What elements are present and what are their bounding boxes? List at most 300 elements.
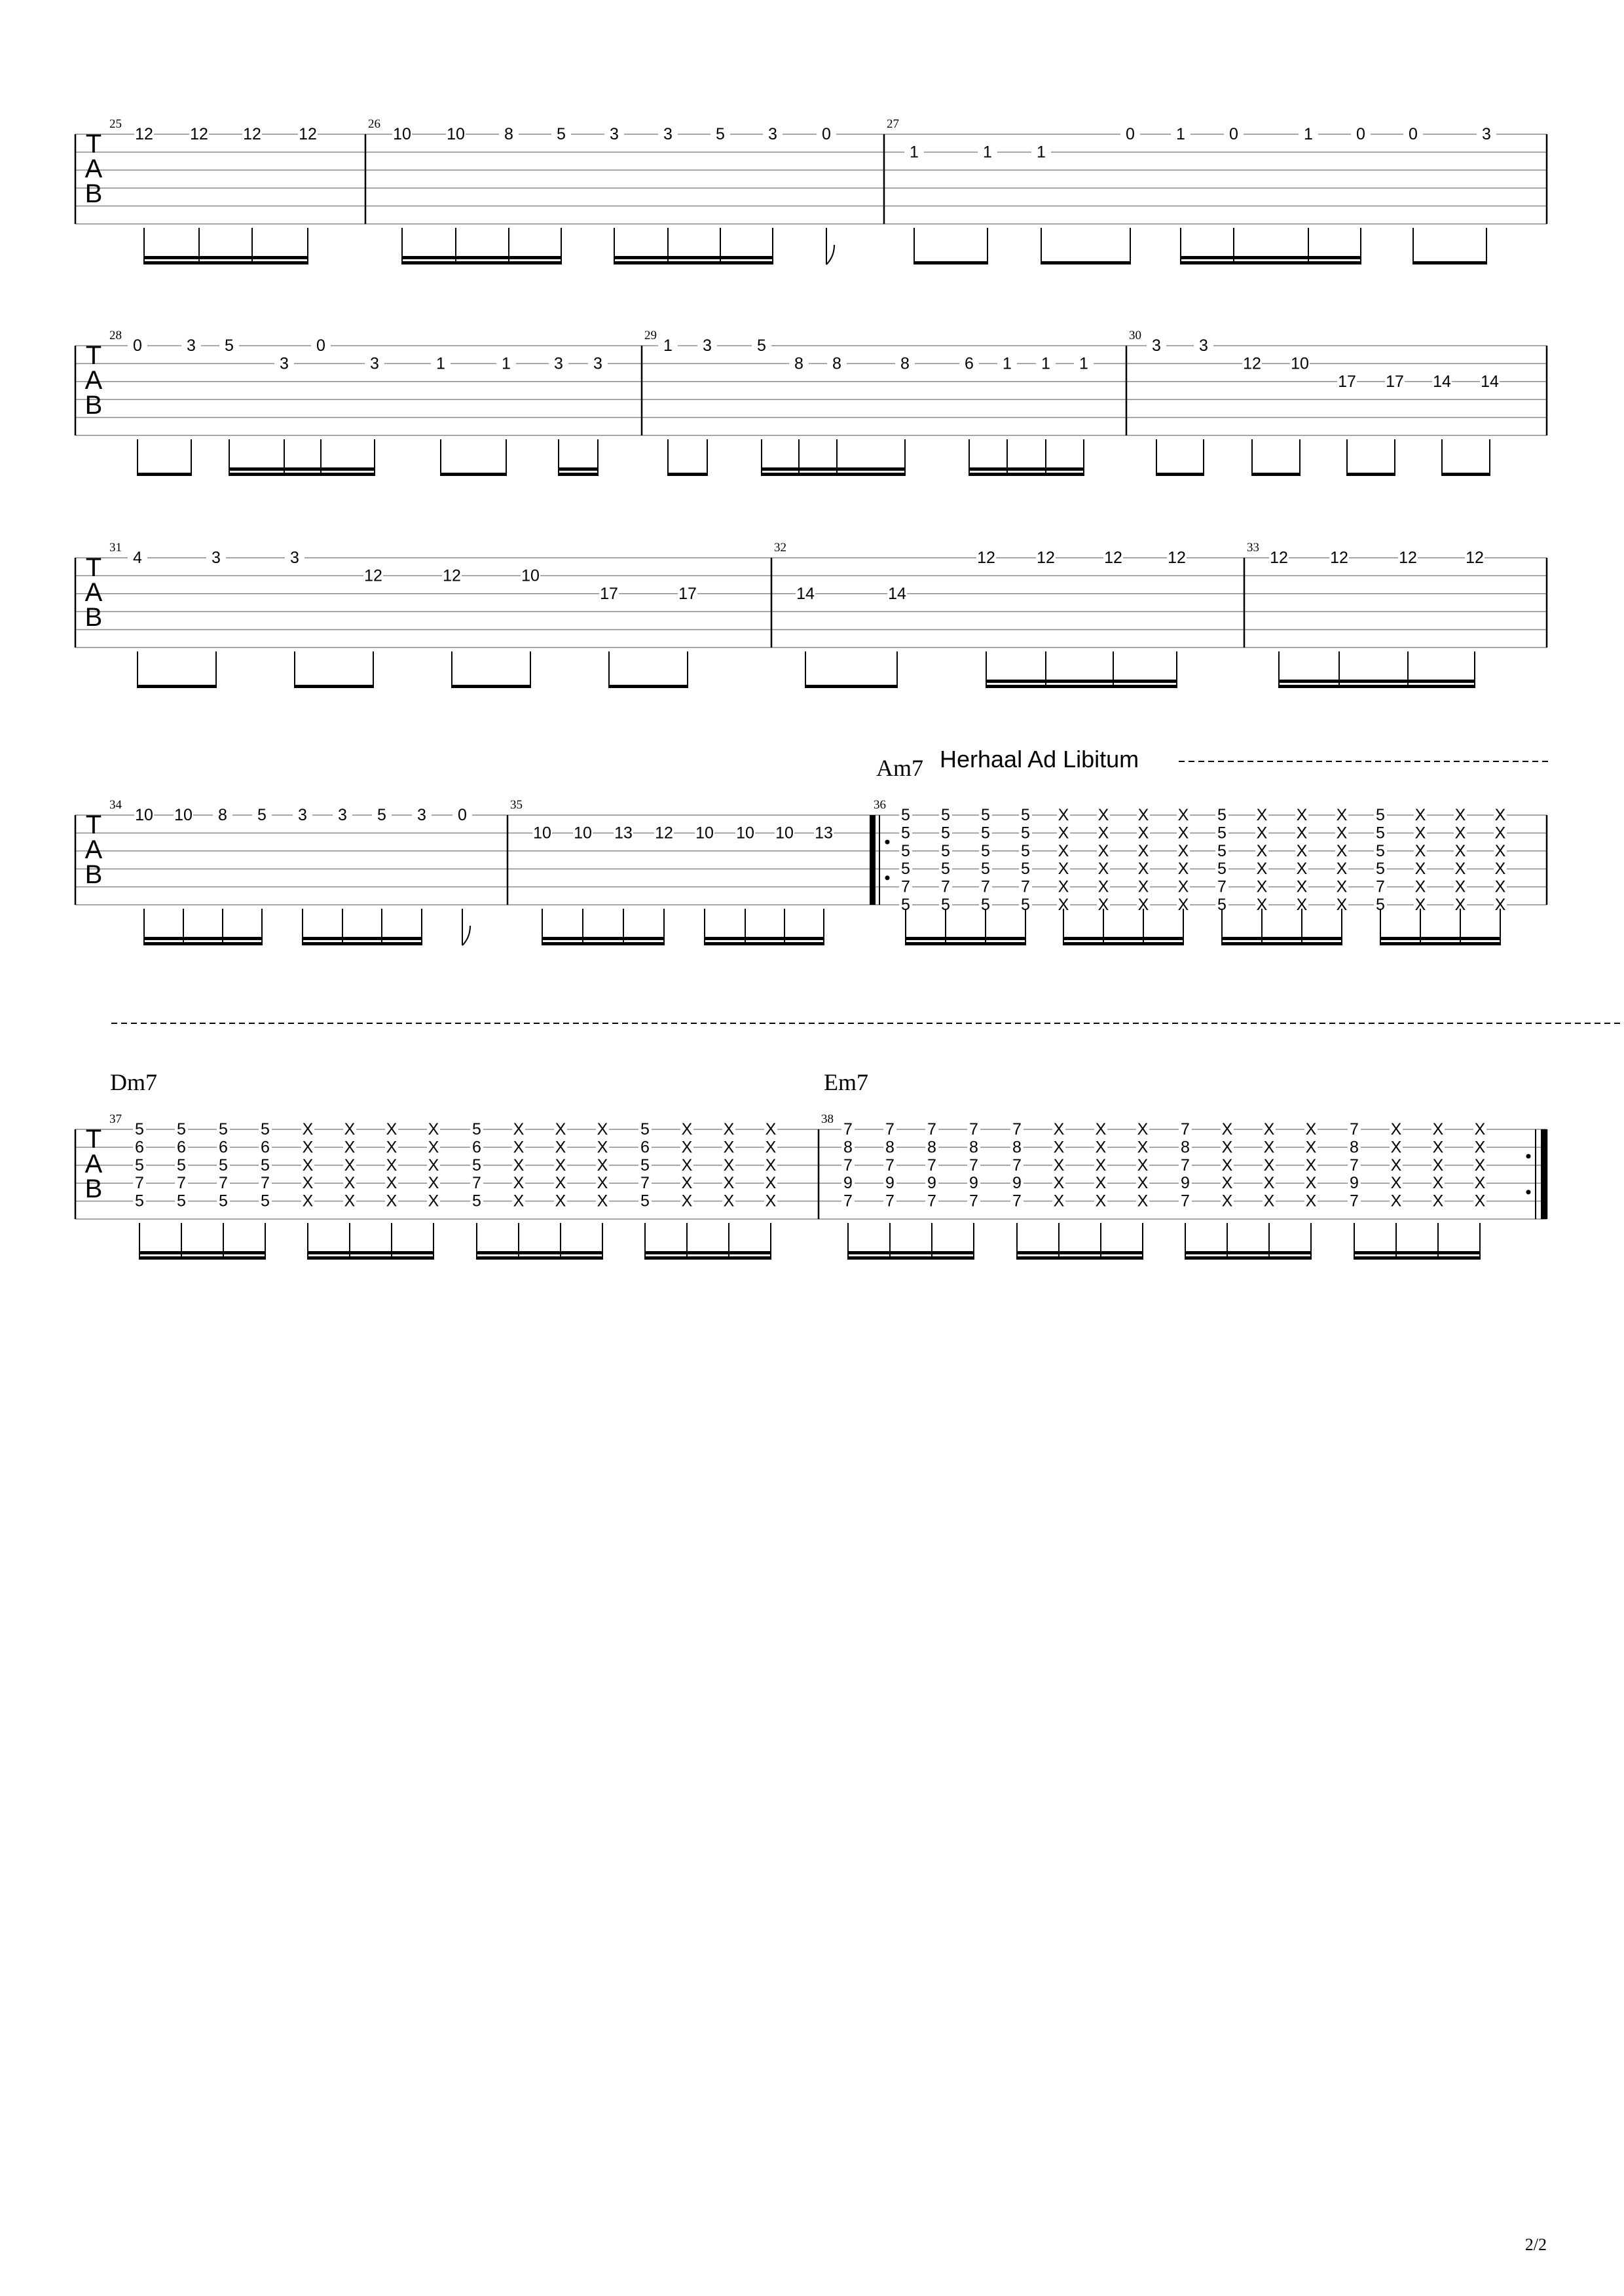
fret-number: 5 — [941, 860, 950, 879]
muted-string: X — [723, 1138, 735, 1157]
muted-string: X — [1390, 1120, 1402, 1139]
muted-string: X — [428, 1192, 439, 1211]
muted-string: X — [1137, 1138, 1149, 1157]
beam-secondary — [402, 256, 561, 259]
fret-number: 7 — [1012, 1192, 1022, 1211]
tab-system-3 — [75, 541, 1547, 688]
note-flag — [462, 926, 470, 945]
fret-number: 7 — [1350, 1156, 1359, 1175]
beam-secondary — [1354, 1251, 1480, 1254]
beam — [848, 1256, 974, 1260]
muted-string: X — [1263, 1156, 1275, 1175]
fret-number: 6 — [472, 1138, 481, 1157]
fret-number: 10 — [695, 824, 714, 843]
beam-secondary — [559, 467, 598, 471]
fret-number: 6 — [177, 1138, 186, 1157]
muted-string: X — [1305, 1138, 1317, 1157]
fret-number: 10 — [736, 824, 754, 843]
muted-string: X — [1494, 860, 1506, 879]
fret-number: 5 — [377, 806, 386, 824]
fret-number: 10 — [574, 824, 592, 843]
muted-string: X — [1053, 1138, 1065, 1157]
muted-string: X — [1305, 1156, 1317, 1175]
measure-37 — [109, 1069, 819, 1260]
fret-number: 12 — [977, 549, 995, 567]
muted-string: X — [302, 1174, 314, 1193]
fret-number: 0 — [458, 806, 467, 824]
muted-string: X — [1263, 1174, 1275, 1193]
muted-string: X — [1494, 896, 1506, 914]
fret-number: 12 — [364, 566, 382, 585]
beam — [1017, 1256, 1143, 1260]
beam — [1252, 473, 1300, 476]
beam — [1041, 261, 1130, 264]
muted-string: X — [555, 1138, 566, 1157]
muted-string: X — [1305, 1120, 1317, 1139]
fret-number: 0 — [1126, 125, 1135, 143]
fret-number: 7 — [261, 1174, 270, 1193]
muted-string: X — [723, 1120, 735, 1139]
fret-number: 5 — [981, 860, 990, 879]
beam-secondary — [645, 1251, 771, 1254]
muted-string: X — [1336, 860, 1348, 879]
fret-number: 7 — [219, 1174, 228, 1193]
fret-number: 5 — [219, 1156, 228, 1175]
tab-clef-letter: T — [85, 553, 102, 582]
muted-string: X — [555, 1174, 566, 1193]
fret-number: 8 — [794, 354, 803, 373]
fret-number: 1 — [1003, 354, 1012, 373]
tab-clef-letter: A — [84, 1150, 103, 1178]
muted-string: X — [1137, 841, 1149, 860]
beam — [705, 942, 824, 945]
muted-string: X — [344, 1156, 356, 1175]
beam — [441, 473, 506, 476]
muted-string: X — [344, 1192, 356, 1211]
fret-number: 12 — [1270, 549, 1288, 567]
muted-string: X — [302, 1156, 314, 1175]
fret-number: 5 — [225, 337, 234, 355]
fret-number: 3 — [212, 549, 221, 567]
fret-number: 3 — [554, 354, 563, 373]
fret-number: 5 — [1376, 860, 1385, 879]
fret-number: 5 — [261, 1192, 270, 1211]
fret-number: 3 — [1199, 337, 1208, 355]
muted-string: X — [1095, 1192, 1107, 1211]
annotation-text: Herhaal Ad Libitum — [940, 746, 1139, 773]
chord-name: Am7 — [876, 755, 923, 781]
fret-number: 12 — [190, 125, 208, 143]
muted-string: X — [1177, 841, 1189, 860]
muted-string: X — [1177, 860, 1189, 879]
bar-number: 34 — [109, 798, 122, 812]
fret-number: 5 — [1217, 806, 1227, 824]
fret-number: 12 — [655, 824, 673, 843]
fret-number: 7 — [901, 877, 910, 896]
beam-secondary — [1181, 256, 1361, 259]
fret-number: 3 — [280, 354, 289, 373]
muted-string: X — [428, 1156, 439, 1175]
fret-number: 5 — [261, 1120, 270, 1139]
muted-string: X — [597, 1138, 608, 1157]
beam — [402, 261, 561, 264]
fret-number: 1 — [1079, 354, 1088, 373]
fret-number: 8 — [218, 806, 227, 824]
muted-string: X — [1454, 896, 1466, 914]
fret-number: 3 — [338, 806, 347, 824]
muted-string: X — [1296, 806, 1308, 824]
muted-string: X — [428, 1120, 439, 1139]
fret-number: 5 — [640, 1192, 650, 1211]
bar-number: 28 — [109, 329, 122, 342]
muted-string: X — [1098, 806, 1109, 824]
muted-string: X — [597, 1156, 608, 1175]
measure-36 — [874, 755, 1547, 945]
muted-string: X — [1058, 806, 1069, 824]
repeat-dot — [1526, 1190, 1531, 1194]
fret-number: 7 — [1350, 1120, 1359, 1139]
muted-string: X — [1177, 877, 1189, 896]
beam-secondary — [1185, 1251, 1311, 1254]
fret-number: 10 — [447, 125, 465, 143]
fret-number: 7 — [1350, 1192, 1359, 1211]
tab-clef-letter: T — [85, 341, 102, 370]
muted-string: X — [513, 1192, 525, 1211]
repeat-dot — [885, 875, 890, 880]
fret-number: 1 — [436, 354, 445, 373]
fret-number: 5 — [257, 806, 267, 824]
fret-number: 7 — [969, 1192, 978, 1211]
muted-string: X — [1137, 824, 1149, 843]
beam-secondary — [477, 1251, 602, 1254]
muted-string: X — [1494, 877, 1506, 896]
bar-number: 32 — [774, 541, 786, 555]
beam — [477, 1256, 602, 1260]
fret-number: 5 — [901, 896, 910, 914]
repeat-annotation — [111, 746, 1623, 1023]
muted-string: X — [1256, 896, 1268, 914]
fret-number: 12 — [1037, 549, 1055, 567]
beam-secondary — [308, 1251, 434, 1254]
muted-string: X — [1053, 1174, 1065, 1193]
beam-secondary — [144, 256, 308, 259]
beam-secondary — [614, 256, 773, 259]
beam — [986, 685, 1177, 688]
fret-number: 5 — [557, 125, 566, 143]
fret-number: 3 — [610, 125, 619, 143]
fret-number: 8 — [885, 1138, 895, 1157]
muted-string: X — [1336, 824, 1348, 843]
muted-string: X — [1414, 841, 1426, 860]
fret-number: 5 — [135, 1192, 144, 1211]
fret-number: 7 — [135, 1174, 144, 1193]
fret-number: 5 — [261, 1156, 270, 1175]
muted-string: X — [1137, 806, 1149, 824]
muted-string: X — [1296, 841, 1308, 860]
fret-number: 7 — [1012, 1120, 1022, 1139]
bar-number: 25 — [109, 117, 122, 131]
fret-number: 5 — [219, 1192, 228, 1211]
muted-string: X — [386, 1174, 397, 1193]
chord-name: Dm7 — [110, 1069, 157, 1095]
fret-number: 6 — [219, 1138, 228, 1157]
muted-string: X — [302, 1138, 314, 1157]
beam — [906, 942, 1025, 945]
fret-number: 5 — [981, 824, 990, 843]
fret-number: 7 — [1181, 1192, 1190, 1211]
fret-number: 7 — [885, 1120, 895, 1139]
muted-string: X — [1137, 896, 1149, 914]
fret-number: 12 — [1330, 549, 1348, 567]
tab-system-1 — [75, 117, 1547, 264]
muted-string: X — [1432, 1174, 1444, 1193]
fret-number: 6 — [135, 1138, 144, 1157]
muted-string: X — [1098, 841, 1109, 860]
muted-string: X — [428, 1138, 439, 1157]
fret-number: 10 — [521, 566, 540, 585]
fret-number: 10 — [393, 125, 411, 143]
bar-number: 26 — [368, 117, 380, 131]
muted-string: X — [765, 1120, 777, 1139]
muted-string: X — [1305, 1174, 1317, 1193]
fret-number: 1 — [663, 337, 673, 355]
measure-28 — [109, 329, 642, 476]
muted-string: X — [1058, 824, 1069, 843]
muted-string: X — [1058, 896, 1069, 914]
beam — [144, 942, 262, 945]
beam — [1222, 942, 1342, 945]
fret-number: 10 — [135, 806, 153, 824]
fret-number: 3 — [298, 806, 307, 824]
fret-number: 1 — [502, 354, 511, 373]
fret-number: 7 — [1376, 877, 1385, 896]
muted-string: X — [386, 1138, 397, 1157]
beam — [452, 685, 530, 688]
beam-secondary — [542, 937, 664, 940]
muted-string: X — [1296, 824, 1308, 843]
fret-number: 7 — [1012, 1156, 1022, 1175]
note-flag — [826, 245, 834, 264]
muted-string: X — [344, 1120, 356, 1139]
beam — [542, 942, 664, 945]
muted-string: X — [1390, 1174, 1402, 1193]
muted-string: X — [1336, 841, 1348, 860]
fret-number: 1 — [1176, 125, 1185, 143]
fret-number: 3 — [1482, 125, 1491, 143]
fret-number: 7 — [969, 1156, 978, 1175]
tab-clef-letter: A — [84, 366, 103, 395]
fret-number: 12 — [135, 125, 153, 143]
fret-number: 3 — [417, 806, 426, 824]
fret-number: 5 — [1021, 806, 1030, 824]
fret-number: 7 — [472, 1174, 481, 1193]
fret-number: 12 — [1168, 549, 1186, 567]
fret-number: 5 — [901, 824, 910, 843]
muted-string: X — [1454, 841, 1466, 860]
fret-number: 12 — [1466, 549, 1484, 567]
fret-number: 17 — [1338, 372, 1356, 391]
muted-string: X — [1137, 1156, 1149, 1175]
beam — [762, 473, 905, 476]
fret-number: 5 — [1217, 860, 1227, 879]
fret-number: 1 — [983, 143, 992, 162]
fret-number: 5 — [1021, 841, 1030, 860]
fret-number: 5 — [1376, 824, 1385, 843]
fret-number: 14 — [1481, 372, 1499, 391]
muted-string: X — [1095, 1174, 1107, 1193]
fret-number: 0 — [1356, 125, 1365, 143]
bar-number: 35 — [510, 798, 523, 812]
fret-number: 5 — [1021, 824, 1030, 843]
fret-number: 12 — [299, 125, 317, 143]
fret-number: 12 — [1104, 549, 1122, 567]
muted-string: X — [1414, 824, 1426, 843]
muted-string: X — [1263, 1120, 1275, 1139]
fret-number: 8 — [832, 354, 841, 373]
fret-number: 5 — [135, 1120, 144, 1139]
muted-string: X — [386, 1120, 397, 1139]
fret-number: 10 — [174, 806, 193, 824]
beam — [1181, 261, 1361, 264]
muted-string: X — [597, 1174, 608, 1193]
bar-number: 37 — [109, 1112, 122, 1126]
fret-number: 10 — [775, 824, 794, 843]
fret-number: 8 — [900, 354, 910, 373]
muted-string: X — [1390, 1156, 1402, 1175]
muted-string: X — [1474, 1192, 1486, 1211]
fret-number: 8 — [504, 125, 513, 143]
fret-number: 9 — [1181, 1174, 1190, 1193]
fret-number: 5 — [1376, 841, 1385, 860]
fret-number: 9 — [1012, 1174, 1022, 1193]
muted-string: X — [1454, 877, 1466, 896]
repeat-dot — [885, 840, 890, 845]
fret-number: 5 — [472, 1156, 481, 1175]
muted-string: X — [302, 1192, 314, 1211]
muted-string: X — [1095, 1138, 1107, 1157]
fret-number: 7 — [927, 1120, 936, 1139]
muted-string: X — [765, 1156, 777, 1175]
beam — [139, 1256, 265, 1260]
muted-string: X — [1414, 860, 1426, 879]
fret-number: 3 — [187, 337, 196, 355]
muted-string: X — [1256, 806, 1268, 824]
measure-25 — [109, 117, 365, 264]
fret-number: 9 — [885, 1174, 895, 1193]
fret-number: 5 — [1376, 896, 1385, 914]
fret-number: 10 — [533, 824, 551, 843]
muted-string: X — [1053, 1120, 1065, 1139]
measure-30 — [1129, 329, 1547, 476]
muted-string: X — [597, 1192, 608, 1211]
muted-string: X — [681, 1174, 693, 1193]
beam-secondary — [848, 1251, 974, 1254]
muted-string: X — [1256, 824, 1268, 843]
staff-lines — [75, 134, 1547, 224]
beam — [614, 261, 773, 264]
muted-string: X — [1098, 824, 1109, 843]
bar-number: 38 — [821, 1112, 834, 1126]
beam-secondary — [1063, 937, 1183, 940]
muted-string: X — [681, 1120, 693, 1139]
fret-number: 3 — [1152, 337, 1161, 355]
muted-string: X — [1137, 860, 1149, 879]
muted-string: X — [555, 1192, 566, 1211]
beam-secondary — [229, 467, 375, 471]
beam — [559, 473, 598, 476]
beam — [1380, 942, 1500, 945]
tab-system-5 — [75, 1069, 1547, 1260]
beam — [1185, 1256, 1311, 1260]
beam-secondary — [1017, 1251, 1143, 1254]
beam — [138, 473, 191, 476]
muted-string: X — [513, 1138, 525, 1157]
beam — [303, 942, 422, 945]
muted-string: X — [1296, 877, 1308, 896]
beam — [805, 685, 897, 688]
beam — [645, 1256, 771, 1260]
muted-string: X — [1263, 1192, 1275, 1211]
tab-clef-letter: B — [84, 1175, 103, 1203]
muted-string: X — [681, 1138, 693, 1157]
fret-number: 5 — [1217, 841, 1227, 860]
fret-number: 9 — [969, 1174, 978, 1193]
muted-string: X — [1058, 841, 1069, 860]
tab-clef-letter: B — [84, 860, 103, 889]
muted-string: X — [723, 1156, 735, 1175]
fret-number: 5 — [716, 125, 725, 143]
muted-string: X — [1494, 824, 1506, 843]
muted-string: X — [1494, 841, 1506, 860]
fret-number: 5 — [640, 1120, 650, 1139]
beam — [969, 473, 1084, 476]
measure-31 — [109, 541, 771, 688]
muted-string: X — [1336, 806, 1348, 824]
staff-lines — [75, 1129, 1547, 1219]
fret-number: 3 — [370, 354, 379, 373]
muted-string: X — [1390, 1138, 1402, 1157]
muted-string: X — [1432, 1192, 1444, 1211]
fret-number: 17 — [1386, 372, 1404, 391]
muted-string: X — [1053, 1156, 1065, 1175]
beam — [609, 685, 688, 688]
beam — [1156, 473, 1204, 476]
muted-string: X — [386, 1192, 397, 1211]
fret-number: 1 — [910, 143, 919, 162]
fret-number: 8 — [1181, 1138, 1190, 1157]
fret-number: 17 — [600, 584, 618, 603]
fret-number: 1 — [1037, 143, 1046, 162]
bar-number: 29 — [644, 329, 657, 342]
fret-number: 7 — [1021, 877, 1030, 896]
muted-string: X — [1098, 896, 1109, 914]
muted-string: X — [723, 1174, 735, 1193]
tab-clef-letter: B — [84, 391, 103, 420]
measure-34 — [109, 798, 507, 945]
fret-number: 3 — [593, 354, 602, 373]
muted-string: X — [1414, 896, 1426, 914]
fret-number: 1 — [1041, 354, 1050, 373]
muted-string: X — [1095, 1156, 1107, 1175]
beam-secondary — [1222, 937, 1342, 940]
fret-number: 9 — [927, 1174, 936, 1193]
fret-number: 5 — [981, 806, 990, 824]
fret-number: 7 — [969, 1120, 978, 1139]
muted-string: X — [1058, 877, 1069, 896]
fret-number: 0 — [1229, 125, 1238, 143]
fret-number: 5 — [901, 841, 910, 860]
muted-string: X — [1296, 860, 1308, 879]
